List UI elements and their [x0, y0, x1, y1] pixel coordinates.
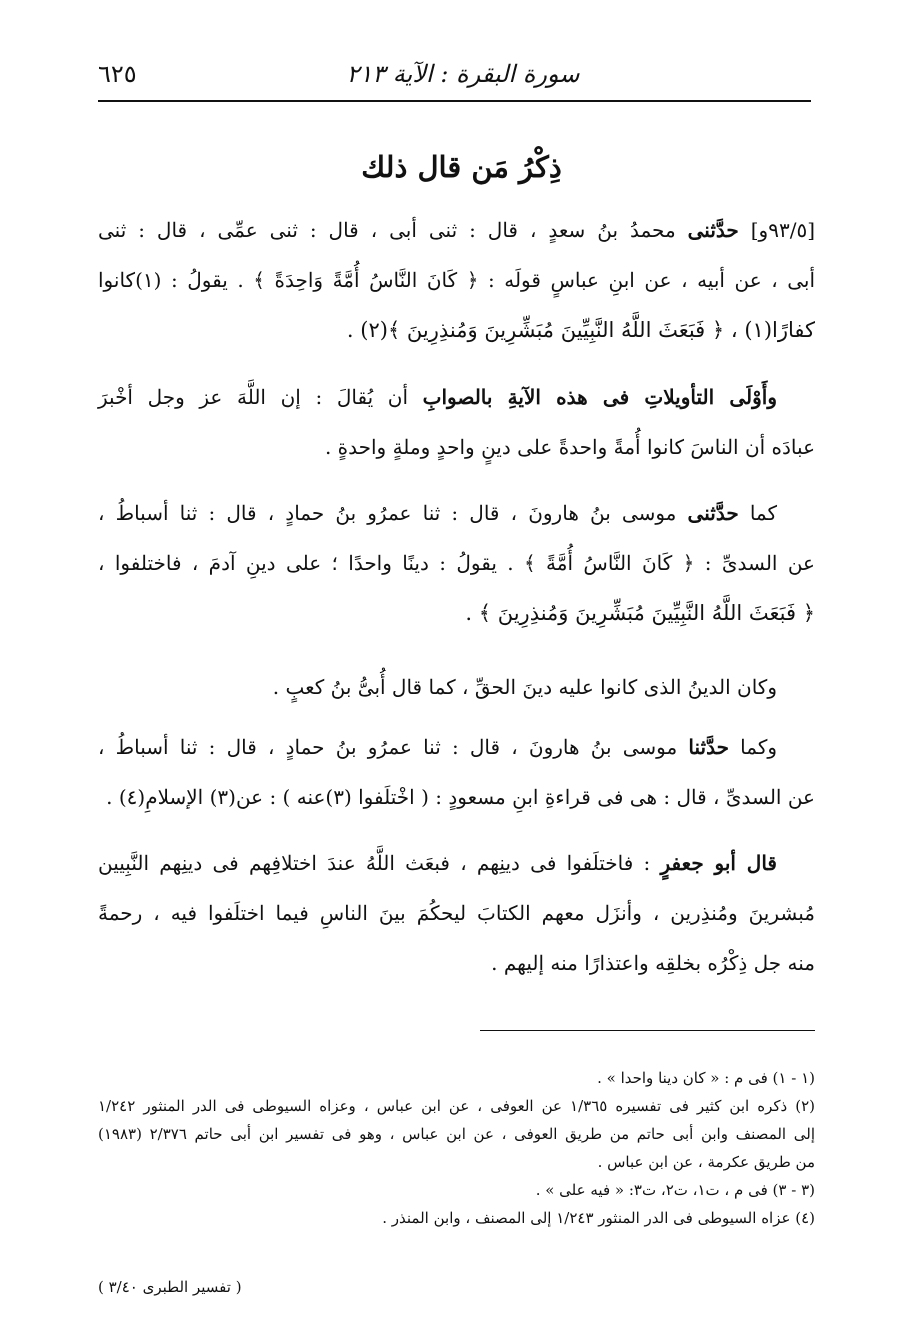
volume-signature: ( تفسير الطبرى ٣/٤٠ ): [98, 1278, 242, 1296]
bold-phrase: وأَوْلَى التأويلاتِ فى هذه الآيةِ بالصوابِ: [422, 385, 777, 409]
text-line: [98, 205, 815, 255]
footnote-2-line: (٢) ذكره ابن كثير فى تفسيره ١/٣٦٥ عن العوفى ، عن ابن عباس ، وعزاه السيوطى فى الدر المنثور ١/٢٤٢: [98, 1097, 815, 1115]
text-line: [98, 838, 815, 888]
text-line: [98, 488, 815, 538]
paragraph-narration-1: [98, 205, 815, 355]
text-line: [98, 372, 815, 422]
text-line: ﴿ فَبَعَثَ اللَّهُ النَّبِيِّينَ مُبَشِّرِينَ وَمُنذِرِينَ ﴾ .: [465, 601, 815, 625]
footnotes: [98, 1064, 815, 1232]
text-line: كفارًا(١) ، ﴿ فَبَعَثَ اللَّهُ النَّبِيِّينَ مُبَشِّرِينَ وَمُنذِرِينَ ﴾(٢) .: [346, 318, 815, 342]
paragraph-abu-jafar: [98, 838, 815, 988]
text-span: موسى بنُ هارونَ ، قال : ثنا عمرُو بنُ حمادٍ ، قال : ثنا أسباطُ ،: [98, 501, 688, 525]
text-span: كما: [738, 501, 778, 525]
text-line: وكان الدينُ الذى كانوا عليه دينَ الحقِّ ، كما قال أُبىُّ بنُ كعبٍ .: [272, 675, 777, 699]
text-line: أبى ، عن أبيه ، عن ابنِ عباسٍ قولَه : ﴿ كَانَ النَّاسُ أُمَّةً وَاحِدَةً ﴾ . يقولُ : (١)كانوا: [98, 268, 815, 292]
footnote-rule: [480, 1030, 815, 1031]
narration-keyword: حدَّثنى: [687, 218, 739, 242]
bold-phrase: قال أبو جعفرٍ: [660, 851, 777, 875]
text-line: عبادَه أن الناسَ كانوا أُمةً واحدةً على دينٍ واحدٍ وملةٍ واحدةٍ .: [324, 435, 815, 459]
paragraph-narration-3: [98, 722, 815, 822]
footnote-2-line: من طريق عكرمة ، عن ابن عباس .: [597, 1153, 815, 1171]
paragraph-preferred-interpretation: [98, 372, 815, 472]
paragraph-narration-2: [98, 488, 815, 638]
text-line: مُبشرينَ ومُنذِرين ، وأنزَل معهم الكتابَ ليحكُمَ بينَ الناسِ فيما اختلَفوا فيه ، رحمةً: [98, 901, 815, 925]
header-rule: [98, 100, 811, 102]
text-line: [98, 722, 815, 772]
text-span: محمدُ بنُ سعدٍ ، قال : ثنى أبى ، قال : ثنى عمِّى ، قال : ثنى: [98, 218, 688, 242]
running-header-title: سورة البقرة : الآية ٢١٣: [346, 60, 580, 88]
narration-keyword: حدَّثنا: [688, 735, 729, 759]
footnote-3: (٣ - ٣) فى م ، ت١، ت٢، ت٣: « فيه على » .: [535, 1181, 815, 1199]
page-number: ٦٢٥: [98, 60, 137, 88]
narration-keyword: حدَّثنى: [687, 501, 739, 525]
text-span: وكما: [728, 735, 777, 759]
text-span: [٩٣/٥و]: [738, 218, 815, 242]
text-line: عن السدىِّ : ﴿ كَانَ النَّاسُ أُمَّةً ﴾ . يقولُ : دينًا واحدًا ؛ على دينِ آدمَ ، فاختلفوا ،: [98, 551, 815, 575]
text-span: أن يُقالَ : إن اللَّهَ عز وجل أخْبرَ: [98, 385, 423, 409]
text-span: : فاختلَفوا فى دينِهم ، فبعَث اللَّهُ عندَ اختلافِهم فى دينِهم النَّبِيين: [98, 851, 661, 875]
paragraph-religion-of-truth: [98, 662, 815, 712]
footnote-4: (٤) عزاه السيوطى فى الدر المنثور ١/٢٤٣ إلى المصنف ، وابن المنذر .: [382, 1209, 815, 1227]
footnote-1: (١ - ١) فى م : « كان دينا واحدا » .: [597, 1069, 815, 1087]
text-line: منه جل ذِكْرُه بخلقِه واعتذارًا منه إليهم .: [491, 951, 815, 975]
text-line: عن السدىِّ ، قال : هى فى قراءةِ ابنِ مسعودٍ : ( اخْتلَفوا (٣)عنه ) : عن(٣) الإسلامِ(٤) .: [106, 785, 815, 809]
text-span: موسى بنُ هارونَ ، قال : ثنا عمرُو بنُ حمادٍ ، قال : ثنا أسباطُ ،: [98, 735, 689, 759]
section-heading: ذِكْرُ مَن قال ذلك: [361, 150, 562, 184]
footnote-2-line: إلى المصنف وابن أبى حاتم من طريق العوفى ، عن ابن عباس ، وهو فى تفسير ابن أبى حاتم ٢/٣٧٦ (١٩٨٣): [98, 1125, 815, 1143]
